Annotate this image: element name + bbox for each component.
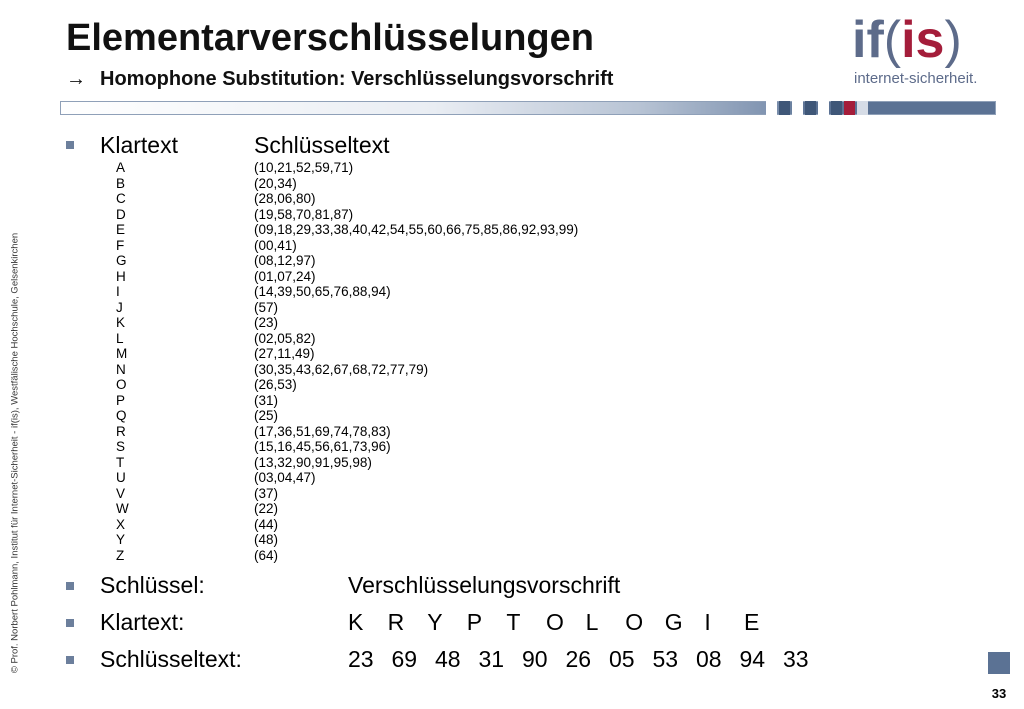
ciphertext-code: 69 xyxy=(391,646,418,672)
table-row-letter: B xyxy=(116,175,126,191)
table-row-letter: H xyxy=(116,268,126,284)
logo-wordmark xyxy=(852,10,962,70)
table-row-letter: S xyxy=(116,439,126,454)
plaintext-char: O xyxy=(546,609,564,635)
key-label: Schlüssel: xyxy=(100,572,205,598)
divider-square xyxy=(792,101,803,115)
ciphertext-code: 53 xyxy=(652,646,679,672)
copyright-sidebar xyxy=(0,200,30,705)
table-row-letter: E xyxy=(116,222,126,237)
slide-title: Elementarverschlüsselungen xyxy=(66,17,594,59)
divider-square xyxy=(857,101,868,115)
page-number: 33 xyxy=(991,686,1007,701)
bullet-icon xyxy=(66,656,74,664)
table-row-letter: L xyxy=(116,330,124,346)
plaintext-char: P xyxy=(466,609,483,635)
table-row-codes: (44) xyxy=(254,516,279,532)
table-row-letter: T xyxy=(116,454,125,470)
table-row-letter: F xyxy=(116,237,125,253)
subtitle-text: Homophone Substitution: Verschlüsselungsvorschrift xyxy=(100,68,614,90)
table-row-codes: (28,06,80) xyxy=(254,191,316,206)
table-row-letter: A xyxy=(116,160,126,175)
ciphertext-code: 33 xyxy=(783,646,809,672)
logo-subtext: internet-sicherheit. xyxy=(854,70,978,87)
plaintext-char: K xyxy=(348,609,364,635)
plaintext-char: G xyxy=(664,609,683,635)
table-row-letter: R xyxy=(116,423,126,439)
table-row-letter: V xyxy=(116,485,126,501)
table-row-letter: Y xyxy=(116,532,126,547)
table-row-letter: Q xyxy=(116,408,127,423)
divider-square xyxy=(831,101,842,115)
ciphertext-code: 90 xyxy=(522,646,548,672)
table-row-codes: (20,34) xyxy=(254,175,297,191)
divider-square xyxy=(818,101,829,115)
table-row-letter: I xyxy=(116,284,120,299)
table-row-codes: (10,21,52,59,71) xyxy=(254,160,354,175)
logo-close-paren: ) xyxy=(944,11,962,69)
plaintext-label: Klartext: xyxy=(100,609,185,635)
table-row-codes: (13,32,90,91,95,98) xyxy=(254,454,372,470)
table-row-letter: Z xyxy=(116,547,125,563)
table-row-codes: (57) xyxy=(254,299,279,315)
page-marker-square xyxy=(988,652,1010,674)
ciphertext-code: 31 xyxy=(478,646,505,672)
table-row-codes: (22) xyxy=(254,501,279,516)
table-row-letter: G xyxy=(116,253,127,268)
table-row-letter: J xyxy=(116,299,123,315)
table-row-codes: (64) xyxy=(254,547,279,563)
table-row-codes: (19,58,70,81,87) xyxy=(254,206,354,222)
ciphertext-code: 48 xyxy=(435,646,461,672)
bullet-icon xyxy=(66,141,74,149)
copyright-text: © Prof. Norbert Pohlmann, Institut für Internet-Sicherheit - if(is), Westfälische Hochschule, Gelsenkirchen xyxy=(9,232,21,673)
table-row-letter: K xyxy=(116,315,126,330)
table-row-letter: C xyxy=(116,191,126,206)
table-row-codes: (09,18,29,33,38,40,42,54,55,60,66,75,85,86,92,93,99) xyxy=(254,222,579,237)
table-row-codes: (31) xyxy=(254,392,279,408)
table-row-codes: (02,05,82) xyxy=(254,330,316,346)
ciphertext-code: 26 xyxy=(565,646,592,672)
table-row-letter: U xyxy=(116,470,126,485)
table-row-codes: (00,41) xyxy=(254,237,297,253)
ciphertext-code: 05 xyxy=(609,646,635,672)
table-row-letter: O xyxy=(116,377,127,392)
plaintext-char: Y xyxy=(427,609,443,635)
table-header-ciphertext: Schlüsseltext xyxy=(254,132,390,158)
bullet-icon xyxy=(66,619,74,627)
table-row-letter: M xyxy=(116,346,128,361)
arrow-right-icon: → xyxy=(66,68,86,90)
table-row-codes: (23) xyxy=(254,315,279,330)
table-row-letter: X xyxy=(116,516,126,532)
table-row-codes: (26,53) xyxy=(254,377,297,392)
plaintext-char: I xyxy=(704,609,711,635)
table-row-codes: (25) xyxy=(254,408,279,423)
table-row-codes: (03,04,47) xyxy=(254,470,316,485)
divider-gradient xyxy=(60,101,996,115)
logo-if: if xyxy=(852,11,884,69)
plaintext-char: R xyxy=(387,609,405,635)
table-row-codes: (01,07,24) xyxy=(254,268,316,284)
table-row-codes: (37) xyxy=(254,485,279,501)
ciphertext-code: 94 xyxy=(739,646,766,672)
logo-is: is xyxy=(901,11,945,69)
divider-square xyxy=(844,101,855,115)
table-row-letter: D xyxy=(116,206,126,222)
plaintext-char: T xyxy=(506,609,521,635)
table-header-plaintext: Klartext xyxy=(100,132,178,158)
table-row-codes: (08,12,97) xyxy=(254,253,316,268)
plaintext-char: O xyxy=(625,609,644,635)
table-row-letter: W xyxy=(116,501,129,516)
table-row-letter: N xyxy=(116,361,126,377)
ifis-logo xyxy=(852,10,992,92)
key-value: Verschlüsselungsvorschrift xyxy=(348,572,621,598)
ciphertext-label: Schlüsseltext: xyxy=(100,646,242,672)
divider-square xyxy=(805,101,816,115)
table-row-codes: (27,11,49) xyxy=(254,346,315,361)
divider-square xyxy=(766,101,777,115)
slide-subtitle xyxy=(66,68,613,91)
table-row-codes: (30,35,43,62,67,68,72,77,79) xyxy=(254,361,429,377)
table-row-codes: (17,36,51,69,74,78,83) xyxy=(254,423,391,439)
table-row-letter: P xyxy=(116,392,126,408)
plaintext-char: L xyxy=(585,609,599,635)
ciphertext-code: 08 xyxy=(696,646,722,672)
divider-square xyxy=(779,101,790,115)
table-row-codes: (48) xyxy=(254,532,279,547)
table-row-codes: (15,16,45,56,61,73,96) xyxy=(254,439,391,454)
bullet-icon xyxy=(66,582,74,590)
logo-open-paren: ( xyxy=(883,11,902,69)
ciphertext-code: 23 xyxy=(348,646,374,672)
header-divider-bar xyxy=(60,99,996,116)
plaintext-char: E xyxy=(744,609,760,635)
table-row-codes: (14,39,50,65,76,88,94) xyxy=(254,284,391,299)
